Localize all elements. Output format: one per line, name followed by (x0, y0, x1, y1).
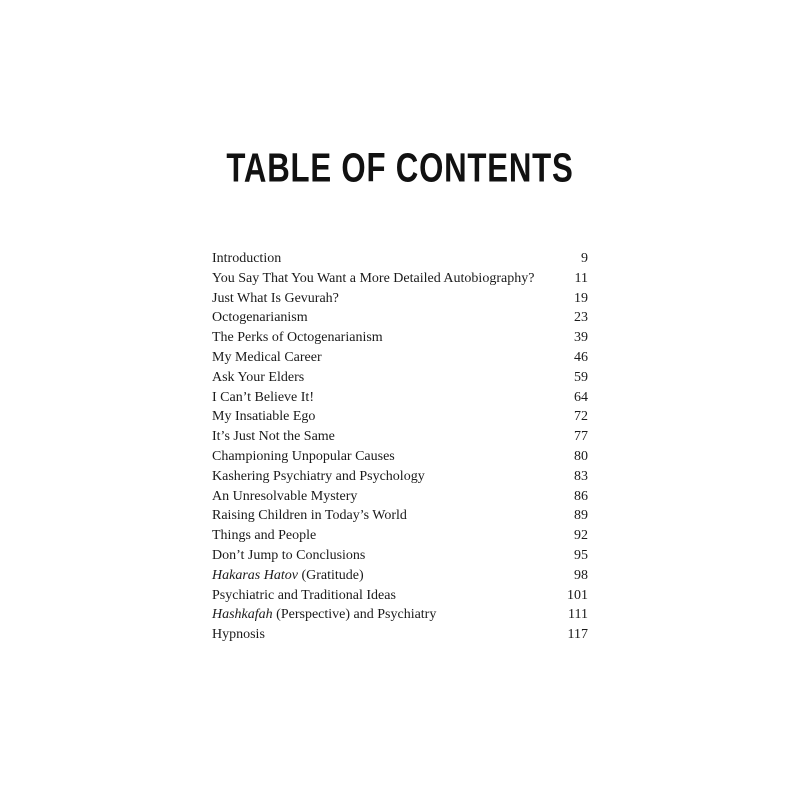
toc-entry-title (212, 388, 562, 408)
toc-entry-title (212, 447, 562, 467)
toc-entry-page: 46 (574, 349, 588, 365)
toc-entry-text: You Say That You Want a More Detailed Autobiography? (212, 270, 535, 286)
toc-entry-text: Psychiatric and Traditional Ideas (212, 587, 396, 603)
toc-entry-text: An Unresolvable Mystery (212, 488, 358, 504)
toc-entry-page: 64 (574, 389, 588, 405)
toc-entry-text: I Can’t Believe It! (212, 389, 314, 405)
toc-entry (212, 566, 588, 586)
toc-entry-italic: Hakaras Hatov (212, 567, 298, 583)
toc-entry (212, 506, 588, 526)
toc-entry (212, 625, 588, 645)
toc-entry-text: Don’t Jump to Conclusions (212, 547, 366, 563)
toc-entry-title (212, 546, 562, 566)
toc-entry-page: 11 (574, 270, 588, 286)
toc-entry-page: 89 (574, 508, 588, 524)
toc-entry-title (212, 566, 562, 586)
toc-entry-title (212, 407, 562, 427)
toc-entry-title (212, 368, 562, 388)
toc-entry (212, 467, 588, 487)
toc-entry (212, 368, 588, 388)
toc-entry-text: Octogenarianism (212, 310, 308, 326)
page-title: TABLE OF CONTENTS (226, 146, 574, 191)
toc-entry-page: 101 (567, 587, 588, 603)
toc-entry-title (212, 526, 562, 546)
toc-entry-text: Kashering Psychiatry and Psychology (212, 468, 425, 484)
toc-entry-page: 72 (574, 409, 588, 425)
toc-entry (212, 269, 588, 289)
toc-entry-italic: Hashkafah (212, 607, 273, 623)
toc-entry-text: Raising Children in Today’s World (212, 508, 407, 524)
toc-entry-text: Things and People (212, 528, 317, 544)
toc-entry-title (212, 249, 562, 269)
toc-entry-text: Just What Is Gevurah? (212, 290, 339, 306)
toc-entry (212, 407, 588, 427)
toc-entry-title (212, 269, 562, 289)
toc-entry-title (212, 586, 562, 606)
toc-entry (212, 388, 588, 408)
toc-entry (212, 526, 588, 546)
toc-entry-text: The Perks of Octogenarianism (212, 330, 383, 346)
toc-entry-page: 86 (574, 488, 588, 504)
toc-entry-text: (Perspective) and Psychiatry (272, 607, 437, 623)
toc-entry (212, 447, 588, 467)
toc-entry-page: 117 (567, 627, 588, 643)
toc-entry (212, 605, 588, 625)
toc-entry (212, 348, 588, 368)
toc-entry-title (212, 487, 562, 507)
toc-entry (212, 289, 588, 309)
toc-entry (212, 487, 588, 507)
toc-entry-page: 77 (574, 429, 588, 445)
toc-entry-title (212, 308, 562, 328)
toc-entry-text: My Medical Career (212, 349, 322, 365)
toc-entry-page: 19 (574, 290, 588, 306)
toc-entry-title (212, 625, 562, 645)
toc-entry-text: My Insatiable Ego (212, 409, 316, 425)
toc-entry-text: Ask Your Elders (212, 369, 305, 385)
toc-entry-page: 23 (574, 310, 588, 326)
toc-entry-page: 92 (574, 528, 588, 544)
toc-entry-page: 83 (574, 468, 588, 484)
toc-list (212, 249, 588, 645)
toc-entry-page: 111 (568, 607, 588, 623)
toc-entry-page: 95 (574, 547, 588, 563)
toc-entry (212, 586, 588, 606)
toc-entry (212, 308, 588, 328)
toc-entry-page: 59 (574, 369, 588, 385)
toc-entry-text: (Gratitude) (297, 567, 364, 583)
toc-entry-page: 98 (574, 567, 588, 583)
toc-entry-text: Hypnosis (212, 627, 265, 643)
toc-entry-title (212, 506, 562, 526)
toc-entry-page: 80 (574, 448, 588, 464)
toc-entry-title (212, 467, 562, 487)
toc-entry-text: Introduction (212, 251, 282, 266)
toc-entry-title (212, 605, 562, 625)
toc-entry-title (212, 427, 562, 447)
toc-entry-title (212, 348, 562, 368)
toc-entry (212, 546, 588, 566)
toc-entry-title (212, 289, 562, 309)
toc-entry (212, 249, 588, 269)
toc-entry (212, 328, 588, 348)
toc-entry-text: It’s Just Not the Same (212, 429, 335, 445)
toc-entry-title (212, 328, 562, 348)
toc-entry-page: 9 (581, 251, 588, 266)
toc-entry-page: 39 (574, 330, 588, 346)
toc-entry (212, 427, 588, 447)
toc-entry-text: Championing Unpopular Causes (212, 448, 395, 464)
